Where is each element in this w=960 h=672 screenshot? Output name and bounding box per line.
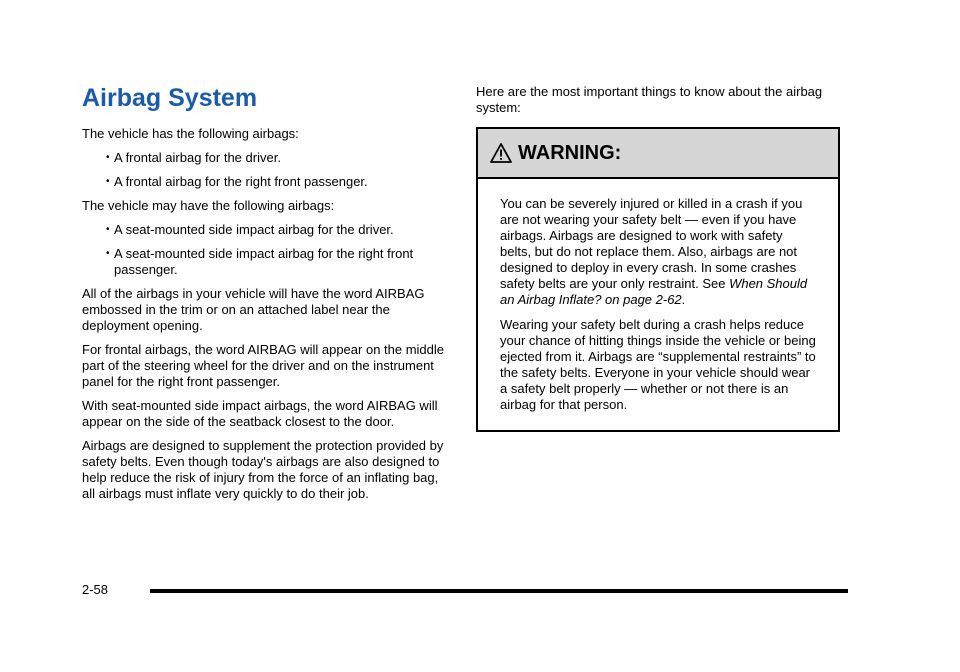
page-number: 2-58 [82, 582, 109, 597]
intro-text: The vehicle has the following airbags: [82, 126, 299, 141]
right-column [476, 84, 842, 432]
warning-paragraph: Wearing your safety belt during a crash helps reduce your chance of hitting things inside the vehicle or being ejected from it. Airbags are “supplemental restraints” to the safety belts. Everyone in your vehicle should wear a safety belt properly — whether or not there is an airbag for that person. [500, 317, 816, 412]
warning-title: WARNING: [518, 141, 622, 164]
airbag-list-standard [82, 150, 452, 190]
intro-text-important: Here are the most important things to know about the airbag system: [476, 84, 823, 115]
warning-paragraph: You can be severely injured or killed in a crash if you are not wearing your safety belt — even if you have airbags. Airbags are designed to work with safety belts, but do not replace them. Also, airbags are not designed to deploy in every crash. In some crashes safety belts are your only restraint. See When Should an Airbag Inflate? on page 2-62. [500, 196, 808, 307]
left-column [82, 84, 452, 510]
footer-rule [150, 589, 848, 593]
bullet-icon: • [106, 176, 110, 187]
warning-triangle-icon [490, 143, 512, 163]
cross-reference-link[interactable]: When Should an Airbag Inflate? on page 2-62 [500, 276, 808, 307]
bullet-icon: • [106, 224, 110, 235]
warning-box [476, 127, 840, 432]
bullet-icon: • [106, 248, 110, 259]
body-paragraph: For frontal airbags, the word AIRBAG will appear on the middle part of the steering wheel for the driver and on the instrument panel for the right front passenger. [82, 342, 445, 389]
list-item: • A frontal airbag for the driver. [106, 150, 281, 165]
body-paragraph: With seat-mounted side impact airbags, the word AIRBAG will appear on the side of the seatback closest to the door. [82, 398, 438, 429]
intro-text-optional: The vehicle may have the following airbags: [82, 198, 335, 213]
warning-header [478, 129, 838, 179]
warning-body [478, 179, 838, 430]
list-item: • A seat-mounted side impact airbag for the right front passenger. [106, 246, 414, 277]
airbag-list-optional [82, 222, 452, 278]
body-paragraph: Airbags are designed to supplement the protection provided by safety belts. Even though today's airbags are also designed to help reduce the risk of injury from the force of an inflating bag, all airbags must inflate very quickly to do their job. [82, 438, 444, 501]
bullet-icon: • [106, 152, 110, 163]
section-heading: Airbag System [82, 84, 258, 112]
body-paragraph: All of the airbags in your vehicle will have the word AIRBAG embossed in the trim or on an attached label near the deployment opening. [82, 286, 425, 333]
list-item: • A frontal airbag for the right front passenger. [106, 174, 368, 189]
list-item: • A seat-mounted side impact airbag for the driver. [106, 222, 394, 237]
